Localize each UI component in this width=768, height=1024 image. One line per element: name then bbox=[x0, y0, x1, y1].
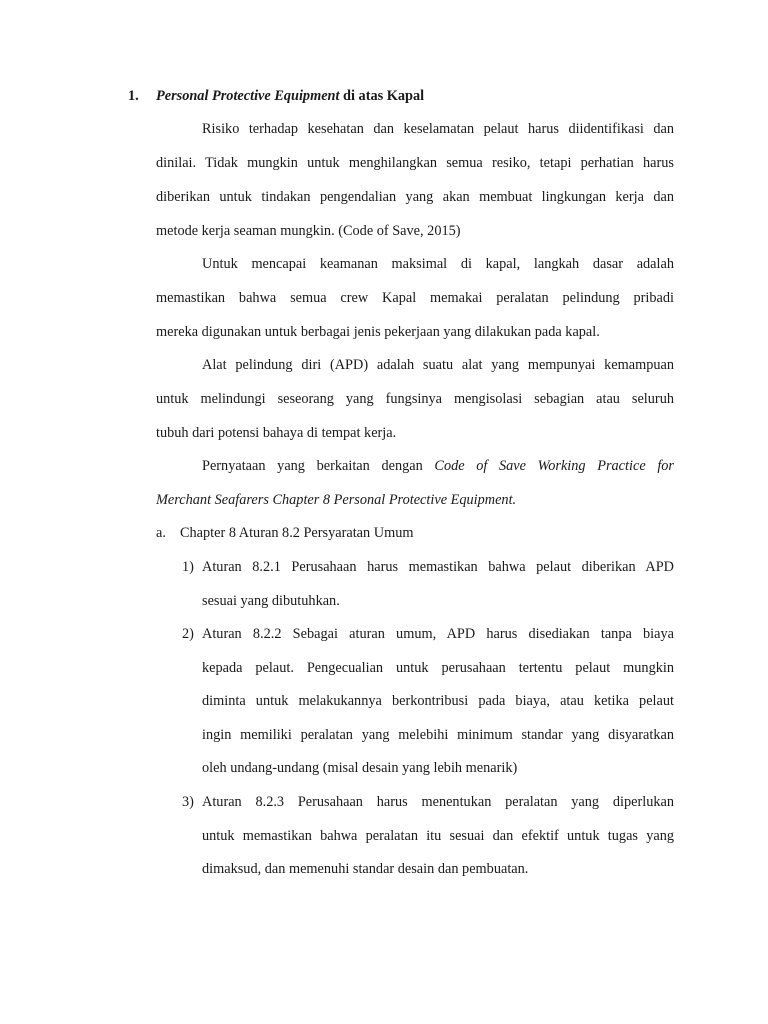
paragraph-text-italic: Code of Save Working Practice for bbox=[434, 458, 674, 474]
paragraph-line: Alat pelindung diri (APD) adalah suatu alat yang mempunyai kemampuan bbox=[202, 357, 674, 373]
list-marker: 2) bbox=[182, 626, 194, 642]
list-marker: 1) bbox=[182, 559, 194, 575]
paragraph-line: metode kerja seaman mungkin. (Code of Save, 2015) bbox=[156, 223, 461, 239]
heading-number: 1. bbox=[128, 88, 139, 104]
list-item-line: Aturan 8.2.2 Sebagai aturan umum, APD harus disediakan tanpa biaya bbox=[202, 626, 674, 642]
paragraph-line: diberikan untuk tindakan pengendalian yang akan membuat lingkungan kerja dan bbox=[156, 189, 674, 205]
section-heading bbox=[128, 87, 424, 105]
list-item-line: untuk memastikan bahwa peralatan itu sesuai dan efektif untuk tugas yang bbox=[202, 828, 674, 844]
paragraph-line: Risiko terhadap kesehatan dan keselamatan pelaut harus diidentifikasi dan bbox=[202, 121, 674, 137]
list-item-line: ingin memiliki peralatan yang melebihi minimum standar yang disyaratkan bbox=[202, 727, 674, 743]
paragraph-line: memastikan bahwa semua crew Kapal memakai peralatan pelindung pribadi bbox=[156, 290, 674, 306]
paragraph-line-italic: Merchant Seafarers Chapter 8 Personal Protective Equipment. bbox=[156, 492, 517, 508]
paragraph-line bbox=[202, 457, 674, 475]
list-marker: 3) bbox=[182, 794, 194, 810]
paragraph-text: Pernyataan yang berkaitan dengan bbox=[202, 458, 435, 474]
list-item-line: kepada pelaut. Pengecualian untuk perusahaan tertentu pelaut mungkin bbox=[202, 660, 674, 676]
list-item-line: oleh undang-undang (misal desain yang lebih menarik) bbox=[202, 760, 518, 776]
paragraph-line: tubuh dari potensi bahaya di tempat kerja. bbox=[156, 425, 397, 441]
heading-title-italic: Personal Protective Equipment bbox=[156, 88, 340, 104]
list-item-line: sesuai yang dibutuhkan. bbox=[202, 593, 340, 609]
list-item-line: dimaksud, dan memenuhi standar desain dan pembuatan. bbox=[202, 861, 529, 877]
list-item-line: diminta untuk melakukannya berkontribusi pada biaya, atau ketika pelaut bbox=[202, 693, 674, 709]
list-item-line: Aturan 8.2.3 Perusahaan harus menentukan peralatan yang diperlukan bbox=[202, 794, 674, 810]
paragraph-line: untuk melindungi seseorang yang fungsinya mengisolasi sebagian atau seluruh bbox=[156, 391, 674, 407]
subsection-title: Chapter 8 Aturan 8.2 Persyaratan Umum bbox=[180, 525, 414, 541]
heading-title-rest: di atas Kapal bbox=[339, 88, 425, 104]
list-item-line: Aturan 8.2.1 Perusahaan harus memastikan bahwa pelaut diberikan APD bbox=[202, 559, 674, 575]
paragraph-line: mereka digunakan untuk berbagai jenis pekerjaan yang dilakukan pada kapal. bbox=[156, 324, 600, 340]
list-marker: a. bbox=[156, 525, 166, 541]
paragraph-line: dinilai. Tidak mungkin untuk menghilangkan semua resiko, tetapi perhatian harus bbox=[156, 155, 674, 171]
paragraph-line: Untuk mencapai keamanan maksimal di kapal, langkah dasar adalah bbox=[202, 256, 674, 272]
